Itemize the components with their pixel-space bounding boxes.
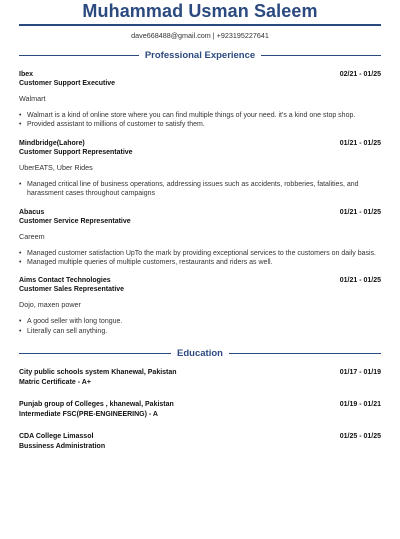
client-name: Careem: [19, 231, 45, 241]
responsibility-item: • A good seller with long tongue.: [19, 317, 381, 326]
responsibility-item: • Managed multiple queries of multiple customers, restaurants and riders as well.: [19, 258, 381, 267]
client-name: Dojo, maxen power: [19, 300, 81, 310]
experience-entry: [19, 70, 381, 130]
education-dates: 01/25 - 01/25: [339, 433, 381, 441]
job-title: Customer Sales Representative: [19, 286, 125, 294]
school-name: CDA College Limassol: [19, 433, 94, 441]
responsibility-list: [19, 249, 381, 268]
name-divider: [19, 24, 381, 26]
school-name: City public schools system Khanewal, Pakistan: [19, 369, 177, 377]
responsibility-item: • Provided assistant to millions of customer to satisfy them.: [19, 120, 381, 129]
employment-dates: 01/21 - 01/25: [339, 208, 381, 216]
degree-title: Matric Certificate - A+: [19, 378, 91, 386]
heading-rule-right: [261, 55, 381, 56]
education-entry: [19, 400, 381, 419]
responsibility-item: • Literally can sell anything.: [19, 327, 381, 336]
employer-name: Mindbridge(Lahore): [19, 139, 85, 147]
candidate-name: Muhammad Usman Saleem: [82, 1, 318, 21]
contact-info: dave668488@gmail.com | +923195227641: [131, 31, 269, 40]
job-title: Customer Service Representative: [19, 217, 131, 225]
education-entry: [19, 432, 381, 451]
education-dates: 01/19 - 01/21: [339, 401, 381, 409]
resume-header: [19, 0, 381, 40]
job-title: Customer Support Representative: [19, 148, 133, 156]
employment-dates: 02/21 - 01/25: [339, 71, 381, 78]
experience-section-title: Professional Experience: [144, 49, 256, 61]
client-name: Walmart: [19, 94, 46, 103]
experience-entry: [19, 139, 381, 199]
education-section-heading: [19, 347, 381, 359]
degree-title: Bussiness Administration: [19, 442, 106, 450]
responsibility-list: [19, 317, 381, 336]
responsibility-item: • Managed critical line of business operations, addressing issues such as accidents, robberies, fatalities, and harassment cases throughout campaigns: [19, 180, 381, 199]
education-section-title: Education: [177, 347, 223, 359]
school-name: Punjab group of Colleges , khanewal, Pakistan: [19, 401, 174, 409]
heading-rule-left: [19, 353, 171, 354]
heading-rule-left: [19, 55, 139, 56]
employment-dates: 01/21 - 01/25: [339, 277, 381, 285]
employer-name: Ibex: [19, 71, 34, 78]
responsibility-item: • Managed customer satisfaction UpTo the mark by providing exceptional services to the customers on daily basis.: [19, 249, 381, 258]
heading-rule-right: [229, 353, 381, 354]
responsibility-list: [19, 180, 381, 199]
education-dates: 01/17 - 01/19: [339, 369, 381, 377]
experience-section-heading: [19, 49, 381, 61]
education-entry: [19, 368, 381, 387]
responsibility-item: • Walmart is a kind of online store where you can find multiple things of your need. it's a kind one stop shop.: [19, 111, 381, 120]
employment-dates: 01/21 - 01/25: [339, 139, 381, 147]
client-name: UberEATS, Uber Rides: [19, 162, 93, 172]
employer-name: Abacus: [19, 208, 45, 216]
degree-title: Intermediate FSC(PRE-ENGINEERING) - A: [19, 410, 158, 418]
employer-name: Aims Contact Technologies: [19, 277, 111, 285]
responsibility-list: [19, 111, 381, 130]
experience-entry: [19, 208, 381, 268]
experience-entry: [19, 276, 381, 336]
job-title: Customer Support Executive: [19, 80, 116, 87]
